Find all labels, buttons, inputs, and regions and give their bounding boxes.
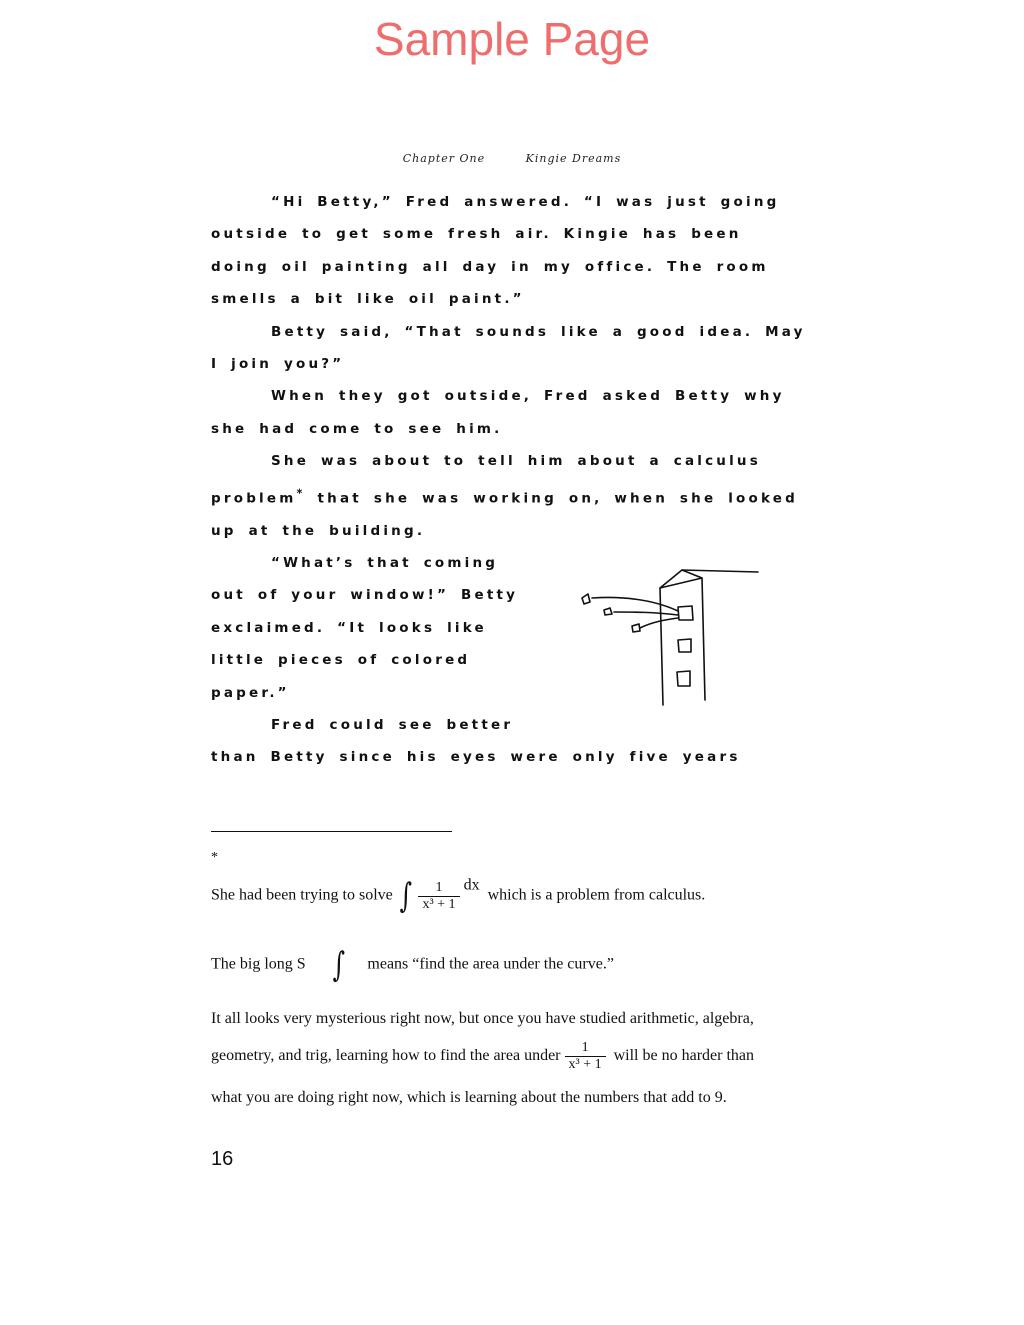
paragraph-6-start: Fred could see better <box>271 717 514 733</box>
fraction-2 <box>565 1040 606 1073</box>
paragraph-1: “Hi Betty,” Fred answered. “I was just going outside to get some fresh air. Kingie has been doing oil painting all day in my office. The room smells a bit like oil paint.” <box>211 194 780 308</box>
roof-line <box>682 570 758 572</box>
paragraph-6-end: than Betty since his eyes were only five years <box>211 749 741 766</box>
footnote-reference-mark: * <box>296 486 306 500</box>
footnote-line-2-start: The big long S <box>211 955 306 973</box>
differential: dx <box>463 876 480 894</box>
window-bottom <box>677 671 690 686</box>
paper-piece-2 <box>604 608 612 615</box>
footnote-line-1-start: She had been trying to solve <box>211 886 393 904</box>
chapter-title: Kingie Dreams <box>525 152 622 165</box>
footnote-line-1 <box>211 876 705 916</box>
chapter-label: Chapter One <box>402 152 486 165</box>
footnote-line-3: It all looks very mysterious right now, but once you have studied arithmetic, algebra, <box>211 1010 754 1027</box>
paragraph-4-start: She was about to tell him about a calculus problem <box>211 453 761 507</box>
footnote-line-2-end: means “find the area under the curve.” <box>367 955 614 973</box>
running-header <box>0 152 1024 165</box>
paragraph-4-end: that she was working on, when she looked up at the building. <box>211 490 799 539</box>
paper-stream-2 <box>614 612 678 615</box>
footnote-line-4-start: geometry, and trig, learning how to find the area under <box>211 1047 561 1065</box>
paragraph-2: Betty said, “That sounds like a good idea. May I join you?” <box>211 323 806 373</box>
fraction-denominator: x³ + 1 <box>418 896 459 913</box>
fraction-2-denominator: x³ + 1 <box>565 1056 606 1073</box>
integral-sign-2: ∫ <box>332 945 345 985</box>
paragraph-4 <box>211 445 811 547</box>
paper-piece-1 <box>582 594 590 604</box>
page-number: 16 <box>211 1148 234 1170</box>
fraction-numerator: 1 <box>435 879 443 895</box>
building-sketch <box>574 560 764 710</box>
footnote-line-5: what you are doing right now, which is learning about the numbers that add to 9. <box>211 1089 727 1106</box>
building-roof <box>660 570 702 588</box>
fraction-2-numerator: 1 <box>581 1040 589 1055</box>
building-right-wall <box>702 578 705 700</box>
integral-sign: ∫ <box>399 876 412 916</box>
sample-page-watermark: Sample Page <box>373 13 651 65</box>
footnote-line-1-end: which is a problem from calculus. <box>487 886 706 904</box>
window-middle <box>678 639 691 652</box>
footnote-divider <box>211 831 452 832</box>
paragraph-6 <box>211 709 811 774</box>
paragraph-3: When they got outside, Fred asked Betty why she had come to see him. <box>211 388 785 437</box>
paragraph-5: “What’s that coming out of your window!” Betty exclaimed. “It looks like little pieces of colored paper.” <box>211 554 519 701</box>
paper-stream-3 <box>640 618 678 628</box>
footnote-line-4-end: will be no harder than <box>613 1047 755 1065</box>
window-top <box>678 606 693 620</box>
footnote-line-2 <box>211 945 614 985</box>
footnote-line-4 <box>211 1040 754 1073</box>
fraction <box>418 880 459 913</box>
footnote-mark: * <box>211 850 218 865</box>
paper-piece-3 <box>632 624 640 632</box>
